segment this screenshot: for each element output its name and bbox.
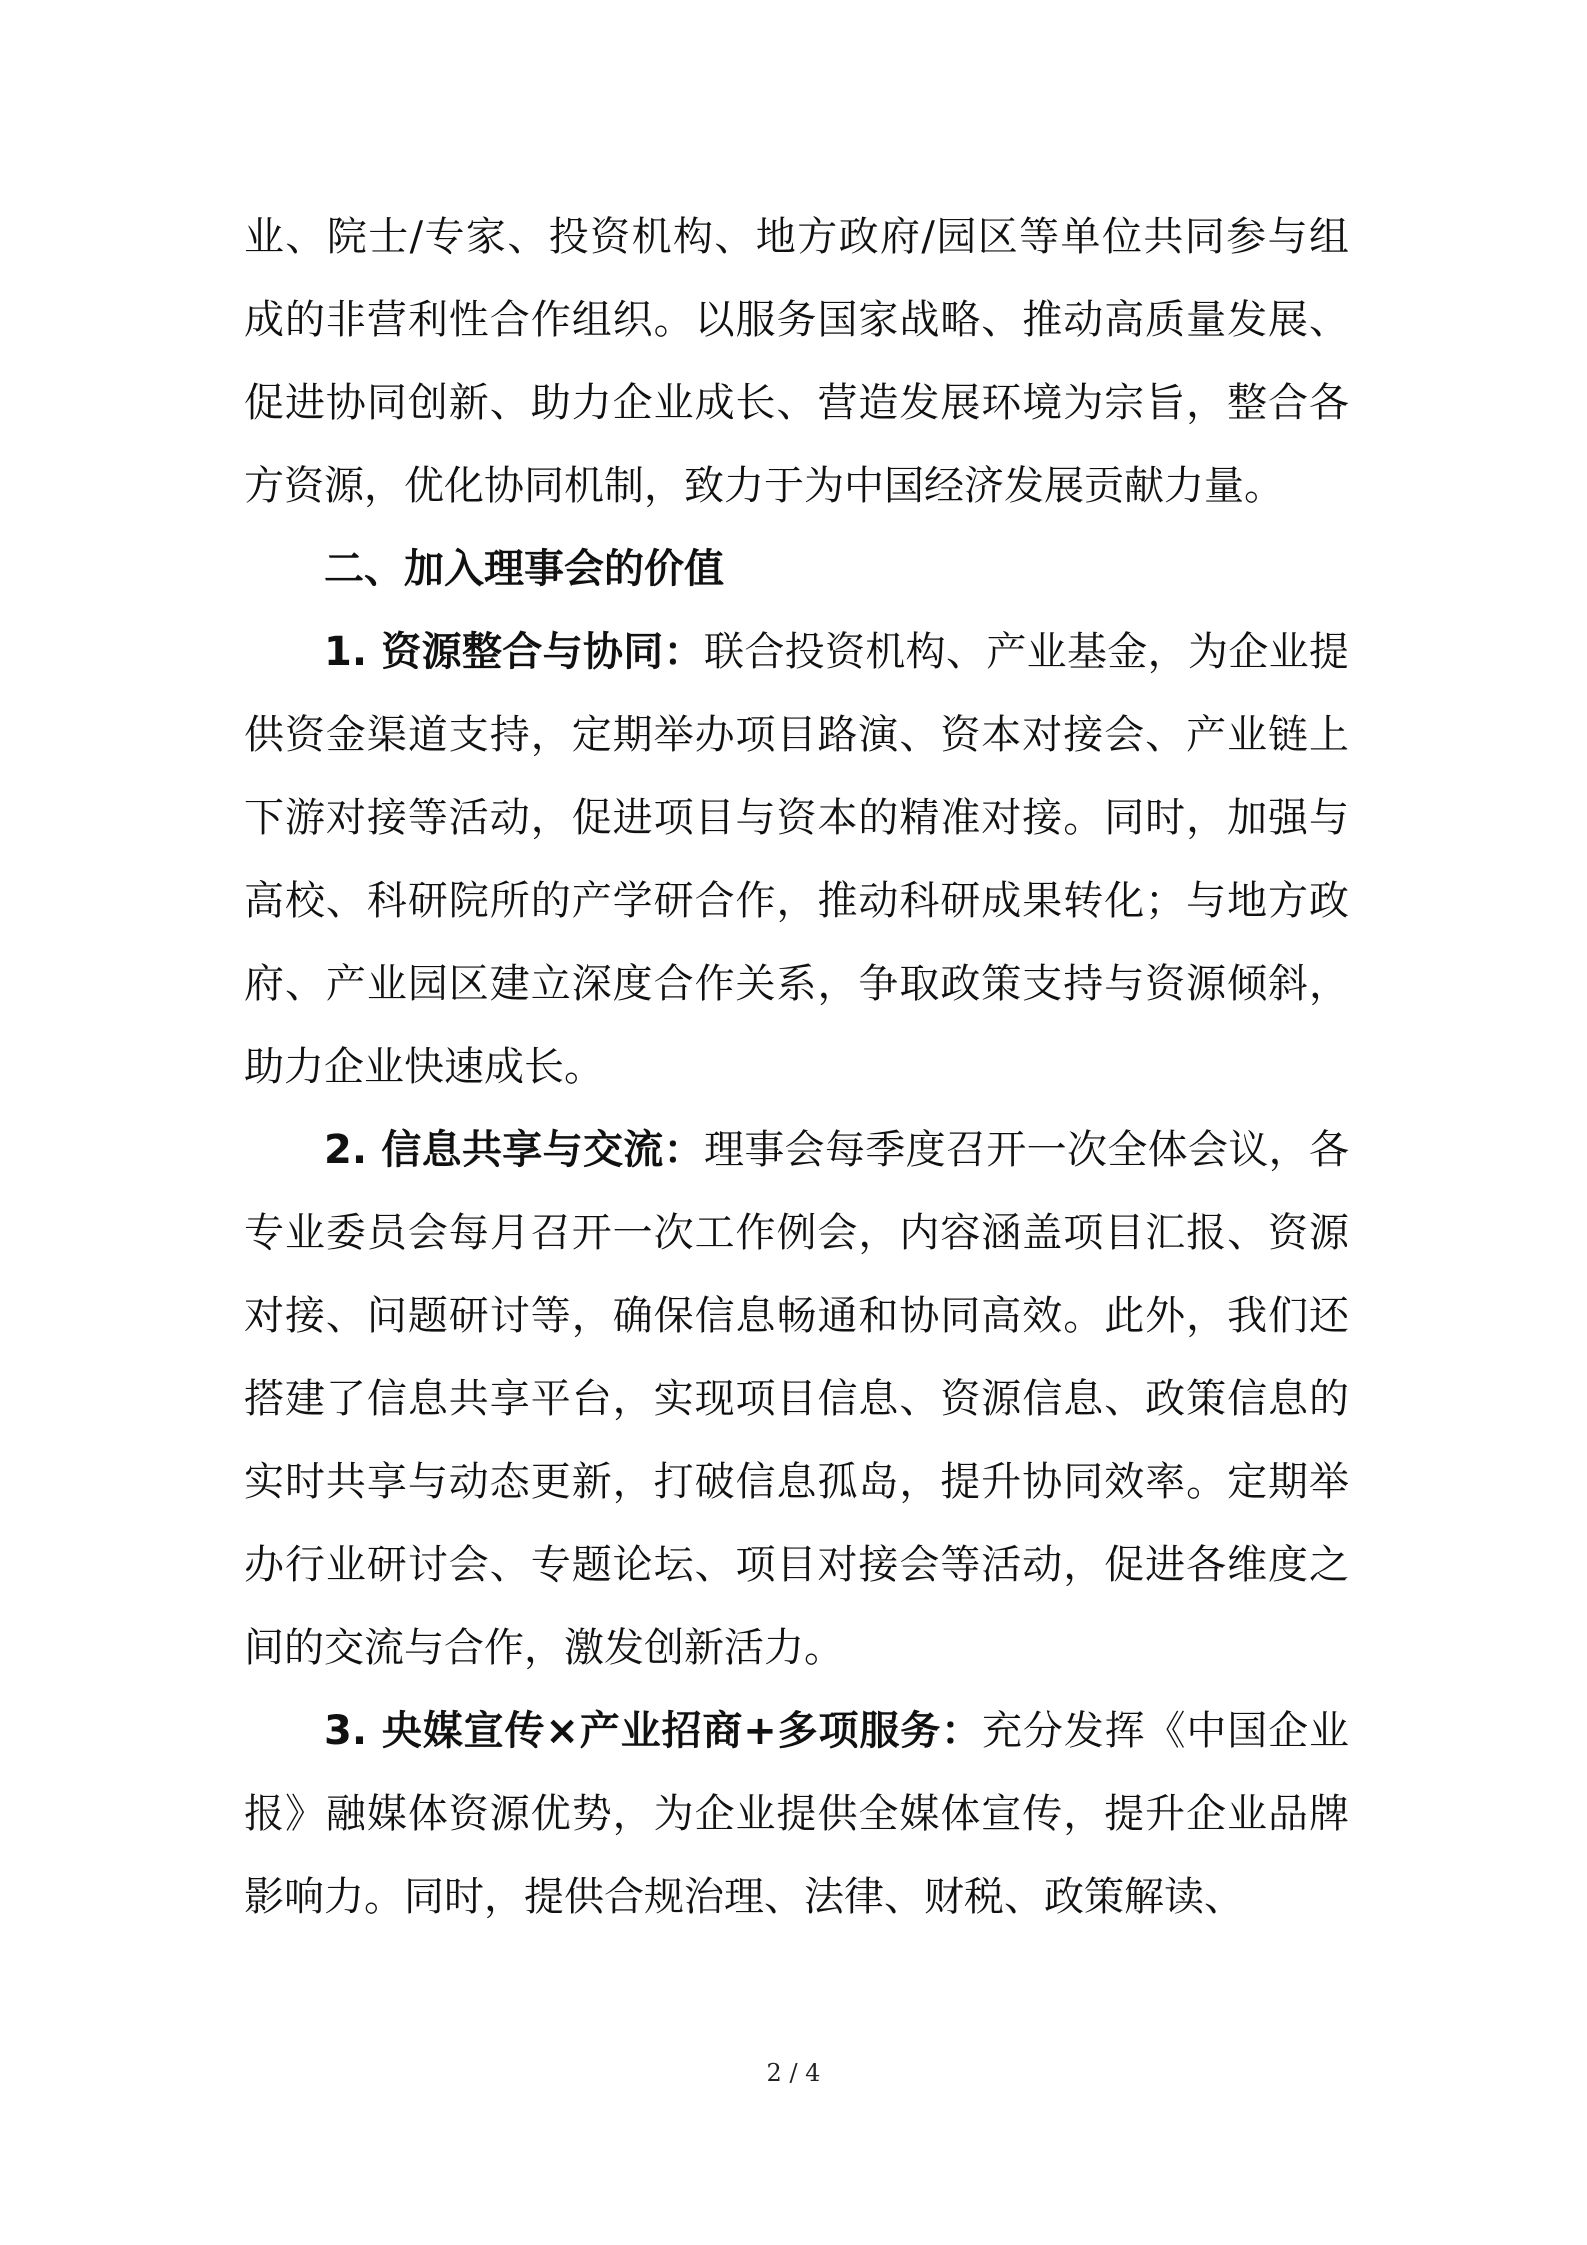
item-lead: 2. 信息共享与交流：	[324, 1127, 704, 1173]
page-number: 2 / 4	[766, 2059, 821, 2087]
section-heading: 二、加入理事会的价值	[324, 546, 724, 592]
item-body: 理事会每季度召开一次全体会议，各专业委员会每月召开一次工作例会，内容涵盖项目汇报、资源对接、问题研讨等，确保信息畅通和协同高效。此外，我们还搭建了信息共享平台，实现项目信息、资源信息、政策信息的实时共享与动态更新，打破信息孤岛，提升协同效率。定期举办行业研讨会、专题论坛、项目对接会等活动，促进各维度之间的交流与合作，激发创新活力。	[244, 1127, 1350, 1671]
item-lead: 3. 央媒宣传×产业招商+多项服务：	[324, 1708, 982, 1754]
value-item-media	[244, 1690, 1349, 1939]
intro-paragraph: 业、院士/专家、投资机构、地方政府/园区等单位共同参与组成的非营利性合作组织。以服务国家战略、推动高质量发展、促进协同创新、助力企业成长、营造发展环境为宗旨，整合各方资源，优化协同机制，致力于为中国经济发展贡献力量。	[244, 214, 1349, 509]
value-item-resources	[244, 611, 1349, 1109]
item-body: 充分发挥《中国企业报》融媒体资源优势，为企业提供全媒体宣传，提升企业品牌影响力。同时，提供合规治理、法律、财税、政策解读、	[244, 1708, 1350, 1920]
item-lead: 1. 资源整合与协同：	[324, 629, 704, 675]
value-item-information	[244, 1109, 1349, 1690]
item-body: 联合投资机构、产业基金，为企业提供资金渠道支持，定期举办项目路演、资本对接会、产业链上下游对接等活动，促进项目与资本的精准对接。同时，加强与高校、科研院所的产学研合作，推动科研成果转化；与地方政府、产业园区建立深度合作关系，争取政策支持与资源倾斜，助力企业快速成长。	[244, 629, 1350, 1090]
document-body	[244, 196, 1349, 1939]
